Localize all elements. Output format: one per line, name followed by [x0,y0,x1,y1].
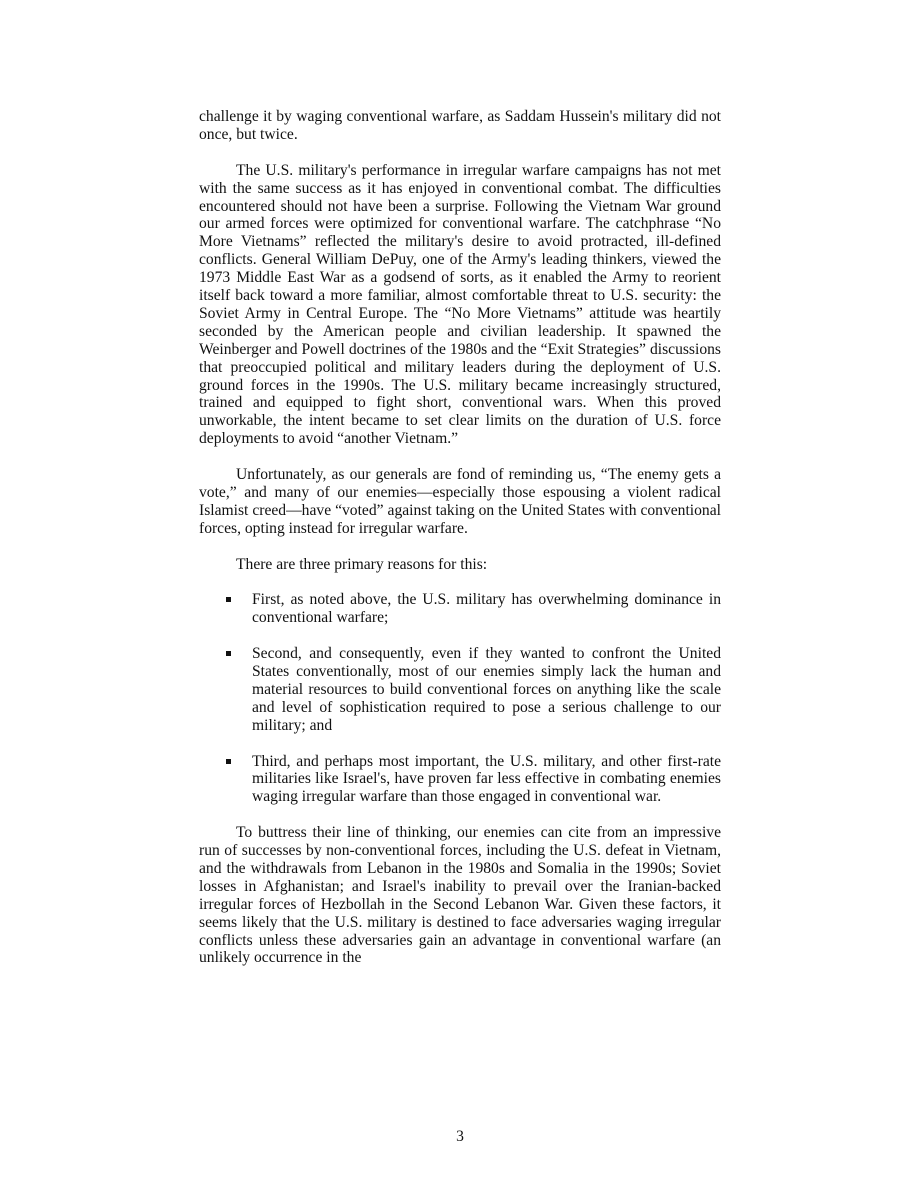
paragraph-enemy-vote: Unfortunately, as our generals are fond of reminding us, “The enemy gets a vote,” and many of our enemies—especially those espousing a violent radical Islamist creed—have “voted” against taking on the United States with conventional forces, opting instead for irregular warfare. [199,466,721,537]
reasons-list [199,591,721,806]
list-item [199,591,721,627]
paragraph-irregular-warfare: The U.S. military's performance in irregular warfare campaigns has not met with the same success as it has enjoyed in conventional combat. The difficulties encountered should not have been a surprise. Following the Vietnam War ground our armed forces were optimized for conventional warfare. The catchphrase “No More Vietnams” reflected the military's desire to avoid protracted, ill-defined conflicts. General William DePuy, one of the Army's leading thinkers, viewed the 1973 Middle East War as a godsend of sorts, as it enabled the Army to reorient itself back toward a more familiar, almost comfortable threat to U.S. security: the Soviet Army in Central Europe. The “No More Vietnams” attitude was heartily seconded by the American people and civilian leadership. It spawned the Weinberger and Powell doctrines of the 1980s and the “Exit Strategies” discussions that preoccupied political and military leaders during the deployment of U.S. ground forces in the 1990s. The U.S. military became increasingly structured, trained and equipped to fight short, conventional wars. When this proved unworkable, the intent became to set clear limits on the duration of U.S. force deployments to avoid “another Vietnam.” [199,161,721,448]
square-bullet-icon [226,597,231,602]
list-item [199,645,721,735]
square-bullet-icon [226,759,231,764]
paragraph-three-reasons: There are three primary reasons for this: [236,555,488,573]
page-body [199,108,721,985]
page-number: 3 [456,1128,464,1145]
paragraph-continuation: challenge it by waging conventional warfare, as Saddam Hussein's military did not once, but twice. [199,108,721,143]
paragraph-buttress: To buttress their line of thinking, our enemies can cite from an impressive run of successes by non-conventional forces, including the U.S. defeat in Vietnam, and the withdrawals from Lebanon in the 1980s and Somalia in the 1990s; Soviet losses in Afghanistan; and Israel's inability to prevail over the Iranian-backed irregular forces of Hezbollah in the Second Lebanon War. Given these factors, it seems likely that the U.S. military is destined to face adversaries waging irregular conflicts unless these adversaries gain an advantage in conventional warfare (an unlikely occurrence in the [199,824,721,967]
square-bullet-icon [226,651,231,656]
list-item [199,753,721,807]
list-item-text: First, as noted above, the U.S. military has overwhelming dominance in conventional warfare; [252,591,721,627]
list-item-text: Second, and consequently, even if they wanted to confront the United States conventionally, most of our enemies simply lack the human and material resources to build conventional forces on anything like the scale and level of sophistication required to pose a serious challenge to our military; and [252,645,721,734]
list-item-text: Third, and perhaps most important, the U.S. military, and other first-rate militaries like Israel's, have proven far less effective in combating enemies waging irregular warfare than those engaged in conventional war. [252,752,721,806]
